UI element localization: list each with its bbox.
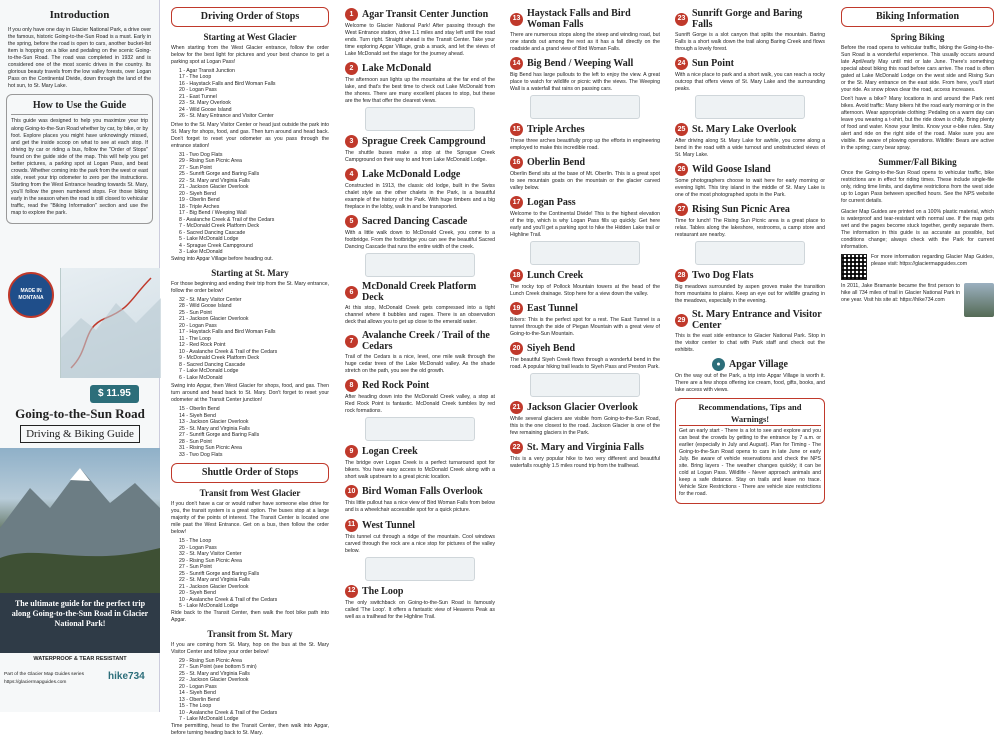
list-item: 27 - Sun Point (see bottom 5 min) [179,664,257,671]
stop-description: The bridge over Logan Creek is a perfect turnaround spot for bikers. You have easy access to McDonald Creek along with a short walk upstream to a great picnic location. [345,460,495,481]
driving-west-title: Starting at West Glacier [203,31,297,42]
stop-description: Bikers: This is the perfect spot for a rest. The East Tunnel is a tunnel through the side of Piegan Mountain with a great view of Going-to-the-Sun Mountain. [510,317,660,338]
list-item: 20 - Logan Pass [179,544,217,551]
shuttle-west-end: Ride back to the Transit Center, then walk the foot bike path into Apgar. [171,609,329,623]
driving-east-note2: Swing into Apgar, then West Glacier for shops, food, and gas. Then turn around and head back to St. Mary. Don't forget to reset your odometer at the Transit Center junction! [171,383,329,404]
series-text: Part of the Glacier Map Guides series [4,672,84,677]
author-photo [964,283,994,317]
list-item: 14 - Siyeh Bend [179,690,216,697]
cover-title: Going-to-the-Sun Road [15,406,145,421]
stop-description: With a nice place to park and a short walk, you can reach a rocky outcrop that offers views of St. Mary Lake and the surrounding peaks. [675,72,825,93]
list-item: 32 - St. Mary Visitor Center [179,551,242,558]
stop-title: Bird Woman Falls Overlook [362,486,483,498]
stop-illustration [365,417,475,441]
stop-heading [345,168,495,181]
stop-heading [345,62,495,75]
list-item: 10 - Avalanche Creek & Trail of the Cedars [179,709,278,716]
stop-heading [345,135,495,148]
list-item: 20 - Logan Pass [179,87,217,94]
stops-panel-2 [505,0,665,712]
stop-description: This is the east side entrance to Glacier National Park. Stop in the visitor center to chat with Park staff and check out the exhibits. [675,333,825,354]
list-item: 22 - St. Mary and Virginia Falls [179,177,250,184]
spring-biking-title: Spring Biking [890,31,945,42]
list-item: 27 - Sun Point [179,564,212,571]
made-in-montana-seal [8,272,54,318]
list-item: 25 - Sunrift Gorge and Baring Falls [179,171,260,178]
stop-heading [510,269,660,282]
shuttle-east-note: If you are coming from St. Mary, hop on the bus at the St. Mary Visitor Center and follow your order below! [171,641,329,655]
intro-title: Introduction [49,9,110,21]
list-item: 20 - Logan Pass [179,683,217,690]
list-item: 32 - St. Mary Visitor Center [179,296,242,303]
stop-number-marker: 29 [675,314,688,327]
list-item: 1 - Agar Transit Junction [179,67,235,74]
stop-title: Jackson Glacier Overlook [527,402,638,414]
stop-heading [345,485,495,498]
list-item: 19 - Oberlin Bend [179,197,220,204]
driving-east-title: Starting at St. Mary [211,267,289,278]
stop-title: Sun Point [692,58,734,70]
list-item: 10 - Avalanche Creek & Trail of the Cedars [179,348,278,355]
stop-description: At this stop, McDonald Creek gets compressed into a tight channel where it bubbles and rages. There is an observation deck that allows you to get up close to the emerald water. [345,305,495,326]
stop-description: This little pullout has a nice view of Bird Woman Falls from below and is a wheelchair accessible spot for a quick picture. [345,500,495,514]
stop-title: Lake McDonald Lodge [362,169,461,181]
stop-description: The only switchback on Going-to-the-Sun Road is famously called 'The Loop'. It offers a fantastic view of Heavens Peak as well as a trailhead for the Highline Trail. [345,599,495,620]
list-item: 13 - Jackson Glacier Overlook [179,419,249,426]
apgar-body: On the way out of the Park, a trip into Apgar Village is worth it. There are a few shops offering ice cream, food, gifts, books, and lake access with views. [675,373,825,394]
shuttle-east-title: Transit from St. Mary [207,628,293,639]
stop-title: Haystack Falls and Bird Woman Falls [527,8,631,30]
list-item: 9 - McDonald Creek Platform Deck [179,355,260,362]
list-item: 24 - Wild Goose Island [179,106,232,113]
biking-tips: Don't have a bike? Many locations in and around the Park rent bikes. Avoid traffic: Many bikers hit the road early morning or in the afternoon. Wear appropriate clothing: Pedaling on a warm day can leave you wearing a t-shirt, but the ride down is chilly. Bring plenty of food and water. Know your limits. Know your e-bike rules. Stay alert and ride on the right side of the road. Make sure you are visible. Be aware of plowing operations. Wildlife: Bears are active in the spring; carry bear spray. [841,95,994,151]
driving-east-note: For those beginning and ending their trip from the St. Mary entrance, follow the order below! [171,280,329,294]
list-item: 13 - Oberlin Bend [179,696,220,703]
stop-description: The beautiful Siyeh Creek flows through a wonderful bend in the road. A popular hiking trail leads to Siyeh Pass and Preston Park. [510,357,660,371]
list-item: 25 - St. Mary and Virginia Falls [179,670,250,677]
stop-heading [345,330,495,352]
stop-description: This tunnel cut through a ridge of the mountain. Cool windows carved through the rock are a nice stop for pictures of the valley below. [345,533,495,554]
stop-title: Sunrift Gorge and Baring Falls [692,8,803,30]
price-badge [90,385,139,403]
list-item: 7 - Lake McDonald Lodge [179,368,239,375]
stop-title: Rising Sun Picnic Area [692,204,790,216]
shuttle-east-list [171,658,329,723]
stop-illustration [695,95,805,119]
stop-title: Wild Goose Island [692,164,771,176]
legal-text: Glacier Map Guides are printed on a 100% plastic material, which is waterproof and tear-resistant with normal use. If the map gets wet and the pages become stuck together, gently separate them. The information in this guide is as accurate as possible, but conditions change; always check with the Park for current information. [841,209,994,251]
stop-illustration [365,557,475,581]
list-item: 33 - Two Dog Flats [179,451,223,458]
list-item: 22 - Jackson Glacier Overlook [179,677,249,684]
list-item: 17 - Haystack Falls and Bird Woman Falls [179,329,276,336]
stop-description: Time for lunch! The Rising Sun Picnic area is a great place to relax. Tables along the lakeshore, restrooms, a camp store and restaurant are nearby. [675,218,825,239]
list-item: 16 - Haystack Falls and Bird Woman Falls [179,80,276,87]
list-item: 31 - Two Dog Flats [179,151,223,158]
stop-title: Agar Transit Center Junction [362,9,489,20]
stop-title: Sprague Creek Campground [362,136,486,148]
qr-code-icon [841,254,867,280]
contact-row [841,254,994,280]
list-item: 25 - Sunrift Gorge and Baring Falls [179,570,260,577]
list-item: 21 - Jackson Glacier Overlook [179,583,249,590]
recommendations-box [675,398,825,504]
list-item: 31 - Rising Sun Picnic Area [179,445,242,452]
stop-description: Big meadows surrounded by aspen groves make the transition from mountains to plains. Keep an eye out for wildlife grazing in the meadows, especially in the evening. [675,284,825,305]
list-item: 7 - Lake McDonald Lodge [179,716,239,723]
waterproof-badge: WATERPROOF & TEAR RESISTANT [33,656,127,662]
stop-number-marker: 23 [675,13,688,26]
stops-list-2 [510,8,660,470]
stop-number-marker: 18 [510,269,523,282]
stop-title: Lunch Creek [527,270,584,282]
list-item: 27 - Sun Point [179,164,212,171]
cover-photo [0,448,160,593]
stop-heading [345,8,495,21]
stop-title: West Tunnel [362,519,416,531]
stop-title: Logan Creek [362,446,418,458]
driving-west-list [171,68,329,120]
author-text: In 2011, Jake Bramante became the first person to hike all 734 miles of trail in Glacier National Park in one year. Visit his site at: https://hike734.com [841,283,960,304]
list-item: 8 - Sacred Dancing Cascade [179,361,246,368]
stop-description: The afternoon sun lights up the mountains at the far end of the lake, and that's the best time to check out Lake McDonald from the shores. There are many excellent places to stop, but these are the few that offer the clearest views. [345,77,495,105]
list-item: 15 - Oberlin Bend [179,406,220,413]
stop-illustration [530,241,640,265]
summer-biking-body: Once the Going-to-the-Sun Road opens to vehicular traffic, bike restrictions are in effect for riding times. These include single-file only, riding time limits, and daytime restrictions from the west side up to Logan Pass between specified hours. See the NPS website for current details. [841,170,994,205]
recommendations-title: Recommendations, Tips and Warnings! [679,402,821,426]
stop-title: Oberlin Bend [527,157,586,169]
stop-number-marker: 11 [345,519,358,532]
stops-list-1 [345,8,495,621]
cover-tagline: The ultimate guide for the perfect trip along Going-to-the-Sun Road in Glacier National Park! [11,599,149,628]
stop-number-marker: 9 [345,445,358,458]
stop-number-marker: 15 [510,123,523,136]
stop-title: St. Mary Lake Overlook [692,124,797,136]
list-item: 21 - Jackson Glacier Overlook [179,316,249,323]
order-of-stops-panel [165,0,335,736]
stop-number-marker: 5 [345,215,358,228]
spring-biking-body: Before the road opens to vehicular traffic, biking the Going-to-the-Sun Road is a wonderful experience. This usually occurs around late April/early May until mid or late June. There's something special about biking this road before cars arrive. The road is often gated at Lake McDonald Lodge on the west side and Rising Sun or the St. Mary entrance on the east side. From here, you'll start your ride. As snow plows clear the road, access increases. [841,44,994,93]
list-item: 14 - Siyeh Bend [179,412,216,419]
stop-description: After driving along St. Mary Lake for awhile, you come along a bend in the road with a wide turnout and unobstructed views of St. Mary Lake. [675,138,825,159]
stop-heading [345,215,495,228]
shuttle-west-list [171,538,329,610]
contact-text[interactable]: For more information regarding Glacier Map Guides, please visit: https://glaciermapguides.com [871,254,994,268]
stop-heading [675,57,825,70]
list-item: 25 - St. Mary and Virginia Falls [179,425,250,432]
stop-number-marker: 28 [675,269,688,282]
biking-title: Biking Information [841,7,994,27]
cover-subtitle: Driving & Biking Guide [20,425,140,444]
stop-heading [510,401,660,414]
stops-panel-3 [670,0,830,712]
list-item: 21 - Jackson Glacier Overlook [179,184,249,191]
stop-illustration [695,241,805,265]
stop-heading [345,445,495,458]
stop-title: Lake McDonald [362,63,432,75]
stop-heading [510,196,660,209]
stop-description: While several glaciers are visible from Going-to-the-Sun Road, this is the one closest to the road. Jackson Glacier is one of the few remaining glaciers in the Park. [510,416,660,437]
stop-heading [675,269,825,282]
list-item: 22 - St. Mary and Virginia Falls [179,577,250,584]
list-item: 15 - The Loop [179,703,212,710]
stop-description: Some photographers choose to wait here for early morning or evening light. This tiny island in the middle of St. Mary Lake is one of the most photographed spots in the Park. [675,178,825,199]
list-item: 11 - The Loop [179,335,211,342]
brand-text: hike734 [108,671,145,682]
stop-description: There are numerous stops along the steep and winding road, but one stands out among the rest as it has a fall directly on the roadside and a grand view of Bird Woman Falls. [510,32,660,53]
stop-title: Big Bend / Weeping Wall [527,58,634,70]
list-item: 17 - Big Bend / Weeping Wall [179,210,247,217]
stop-number-marker: 1 [345,8,358,21]
stop-title: McDonald Creek Platform Deck [362,281,477,304]
recommendations-body: Get an early start - There is a lot to see and explore and you can beat the crowds by getting to the entrance by 7 a.m. or earlier (especially in July and August). Plan for Timing - The Going-to-the-Sun Road opens to cars in late June or early July. Be aware of vehicle reservations and check the NPS site. Bring layers - The weather changes quickly; it can be cold at Logan Pass. Wildlife - Never approach animals and keep a safe distance. Stay on trails and leave no trace. Vehicle Size Restrictions - There are vehicle size restrictions for the road. [679,428,821,498]
stop-number-marker: 26 [675,163,688,176]
cover-tagline-band [0,593,160,653]
apgar-village-heading [675,358,825,371]
price-text: $ 11.95 [98,388,131,399]
list-item: 18 - Triple Arches [179,203,220,210]
list-item: 6 - Lake McDonald [179,374,223,381]
driving-west-return-list [171,152,329,256]
stops-list-3 [675,8,825,354]
stop-heading [345,379,495,392]
stop-heading [345,519,495,532]
how-to-box [6,94,153,224]
driving-west-note: When starting from the West Glacier entrance, follow the order below for the best light for pictures and your best chance to get a parking spot at Logan Pass! [171,44,329,65]
stop-title: Logan Pass [527,197,576,209]
list-item: 23 - St. Mary Overlook [179,100,231,107]
how-to-title: How to Use the Guide [11,99,148,116]
list-item: 17 - The Loop [179,74,212,81]
stop-title: East Tunnel [527,303,578,315]
stop-title: The Loop [362,585,404,597]
stop-illustration [530,95,640,119]
list-item: 21 - East Tunnel [179,93,217,100]
stop-number-marker: 19 [510,302,523,315]
stop-number-marker: 22 [510,441,523,454]
stop-heading [345,281,495,303]
list-item: 20 - Logan Pass [179,322,217,329]
list-item: 12 - Red Rock Point [179,342,226,349]
stop-number-marker: 10 [345,485,358,498]
stop-heading [675,309,825,331]
stop-number-marker: 8 [345,379,358,392]
stop-number-marker: 2 [345,62,358,75]
stop-number-marker: 12 [345,585,358,598]
stop-description: Big Bend has large pullouts to the left to enjoy the view. A great place to watch for wildlife or picnic with the views. The Weeping Wall is a waterfall that rains on passing cars. [510,72,660,93]
list-item: 15 - The Loop [179,538,212,545]
driving-west-note2: Drive to the St. Mary Visitor Center or head just outside the park into St. Mary for shops, food, and gas. Then turn around and head back. Don't forget to reset your odometer as you pass through the entrance station! [171,121,329,149]
cover-title-block [4,405,156,445]
cover-map-illustration [60,268,160,378]
stop-illustration [365,107,475,131]
stop-number-marker: 27 [675,203,688,216]
stop-number-marker: 6 [345,286,358,299]
stop-number-marker: 16 [510,156,523,169]
stop-heading [675,8,825,30]
stop-title: Two Dog Flats [692,270,754,282]
shuttle-west-note: If you don't have a car or would rather have someone else drive for you, the transit system is a great option. The buses stop at a large majority of the points of interest. The Transit Center is located one mile past the West Entrance. Get on a bus, then follow the order below! [171,501,329,536]
list-item: 4 - Sprague Creek Campground [179,242,253,249]
shuttle-order-title: Shuttle Order of Stops [171,463,329,483]
biking-panel [835,0,1000,712]
map-route-icon [61,268,161,378]
how-to-body: This guide was designed to help you maximize your trip along Going-to-the-Sun Road whether by car, by bike, or by foot. Explore places you might have unknowingly missed, and get the inside scoop on what to see at each stop. If driving by car or riding a bus, follow the "Order of Stops" found on the guide side of the map. This will help you get better pictures, a parking spot at Logan Pass, and beat crowds. Whether coming into the park from the west or east side, reset your trip odometer to zero per the instructions. Starting from the West Entrance heading towards St. Mary, you'll follow the green numbered stops. For those biking early in the season when the road is still closed to vehicular traffic, read the "Biking Information" section and use the map to explore the park. [11,118,148,216]
intro-body: If you only have one day in Glacier National Park, a drive over the famous, historic Going-to-the-Sun Road is a must. Early in the spring, before the road is open to cars, another bucket-list item is hopping on a bike and pedaling on the scenic Going-to-the-Sun Road. The road was completed in 1932 and is considered one of the most scenic drives in the country. Its glorious beauty travels from the low valley forests, over Logan Pass on the Continental Divide, down through the land of the hot sun, to St. Mary Lake. [8,26,151,89]
stop-heading [510,57,660,70]
stop-number-marker: 21 [510,401,523,414]
stops-panel-1 [340,0,500,712]
stop-description: After heading down into the McDonald Creek valley, a stop at Red Rock Point is fantastic. McDonald Creek tumbles by red rock formations. [345,394,495,415]
driving-east-list [171,297,329,382]
list-item: 5 - Lake McDonald Lodge [179,236,239,243]
stop-heading [675,163,825,176]
list-item: 6 - Sacred Dancing Cascade [179,229,246,236]
stop-heading [510,302,660,315]
stop-description: This is a very popular hike to two very different and beautiful waterfalls roughly 1.5 miles round trip from the trailhead. [510,456,660,470]
mountain-photo-icon [0,448,160,593]
list-item: 27 - Sunrift Gorge and Baring Falls [179,432,260,439]
stop-heading [675,123,825,136]
driving-west-end: Swing into Apgar Village before heading out. [171,255,273,262]
list-item: 8 - Avalanche Creek & Trail of the Cedars [179,216,275,223]
stop-number-marker: 3 [345,135,358,148]
stop-number-marker: 7 [345,335,358,348]
stop-description: Welcome to the Continental Divide! This is the highest elevation of the trip, which is why Logan Pass fills up quickly. Get here early and you'll get a parking spot to hike the Hidden Lake trail or Highline Trail. [510,211,660,239]
list-item: 28 - Wild Goose Island [179,303,232,310]
driving-east-return-list [171,406,329,458]
stop-description: These three arches beautifully prop up the efforts in engineering employed to make this incredible road. [510,138,660,152]
list-item: 29 - Rising Sun Picnic Area [179,557,242,564]
stop-heading [510,123,660,136]
author-row [841,283,994,317]
stop-number-marker: 20 [510,342,523,355]
list-item: 26 - St. Mary Entrance and Visitor Center [179,113,274,120]
list-item: 5 - Lake McDonald Lodge [179,603,239,610]
stop-description: The rocky top of Pollock Mountain towers at the head of the Lunch Creek drainage. Stop here for a view down the valley. [510,284,660,298]
stop-illustration [530,373,640,397]
list-item: 7 - McDonald Creek Platform Deck [179,223,260,230]
stop-number-marker: 25 [675,123,688,136]
shuttle-west-title: Transit from West Glacier [199,487,301,498]
list-item: 3 - Lake McDonald [179,249,223,256]
stop-description: Sunrift Gorge is a slot canyon that splits the mountain. Baring Falls is a short walk down the trail along Baring Creek and flows through a lovely forest. [675,32,825,53]
list-item: 29 - Rising Sun Picnic Area [179,158,242,165]
stop-title: Sacred Dancing Cascade [362,216,468,228]
stop-description: Constructed in 1913, the classic old lodge, built in the Swiss chalet style as the other chalets in the Park, is a beautiful example of the history of the Park. With huge timbers and a big fireplace in the lobby, walk in and be transported. [345,183,495,211]
stop-description: Welcome to Glacier National Park! After passing through the West Entrance station, drive 1.1 miles and stay left until the road ends. Turn right. Straight ahead is the Transit Center. Take your time exploring Apgar Village, grab a snack, and let the views of Lake McDonald set the stage for the journey ahead. [345,23,495,58]
list-item: 25 - Sun Point [179,309,212,316]
list-item: 28 - Sun Point [179,438,212,445]
stop-heading [510,441,660,454]
stop-illustration [365,253,475,277]
stop-number-marker: 13 [510,13,523,26]
hike734-logo [108,670,145,684]
stop-heading [510,8,660,30]
apgar-marker-icon: ● [712,358,725,371]
stop-description: Trail of the Cedars is a nice, level, one mile walk through the huge cedar trees of the Lake McDonald valley. As the shade stretch on the path, you see the old growth. [345,354,495,375]
stop-title: Red Rock Point [362,380,430,392]
stop-title: Avalanche Creek / Trail of the Cedars [362,330,490,353]
stop-description: Oberlin Bend sits at the base of Mt. Oberlin. This is a great spot to see mountain goats on the mountain or the glacier carved valley below. [510,171,660,192]
cover-panel [0,0,160,712]
stop-heading [510,156,660,169]
stop-description: With a little walk down to McDonald Creek, you come to a footbridge. From the footbridge you can see the beautiful Sacred Dancing Cascade that runs the entire width of the creek. [345,230,495,251]
stop-heading [345,585,495,598]
stop-number-marker: 4 [345,168,358,181]
stop-title: Siyeh Bend [527,343,576,355]
stop-heading [510,342,660,355]
summer-biking-title: Summer/Fall Biking [878,156,957,167]
list-item: 20 - Siyeh Bend [179,190,216,197]
stop-number-marker: 14 [510,57,523,70]
stop-description: The shuttle buses make a stop at the Sprague Creek Campground on their way to and from Lake McDonald Lodge. [345,150,495,164]
list-item: 29 - Rising Sun Picnic Area [179,657,242,664]
shuttle-east-end: Time permitting, head to the Transit Center, then walk into Apgar, before turning heading back to St. Mary. [171,722,329,736]
stop-number-marker: 17 [510,196,523,209]
stop-number-marker: 24 [675,57,688,70]
apgar-title: Apgar Village [729,359,788,371]
list-item: 10 - Avalanche Creek & Trail of the Cedars [179,596,278,603]
stop-title: St. Mary Entrance and Visitor Center [692,309,822,332]
stop-title: Triple Arches [527,124,585,136]
series-url[interactable]: https://glaciermapguides.com [4,680,67,685]
stop-heading [675,203,825,216]
list-item: 20 - Siyeh Bend [179,590,216,597]
driving-order-title: Driving Order of Stops [171,7,329,27]
seal-text: MADE IN MONTANA [18,288,44,301]
stop-title: St. Mary and Virginia Falls [527,442,644,454]
